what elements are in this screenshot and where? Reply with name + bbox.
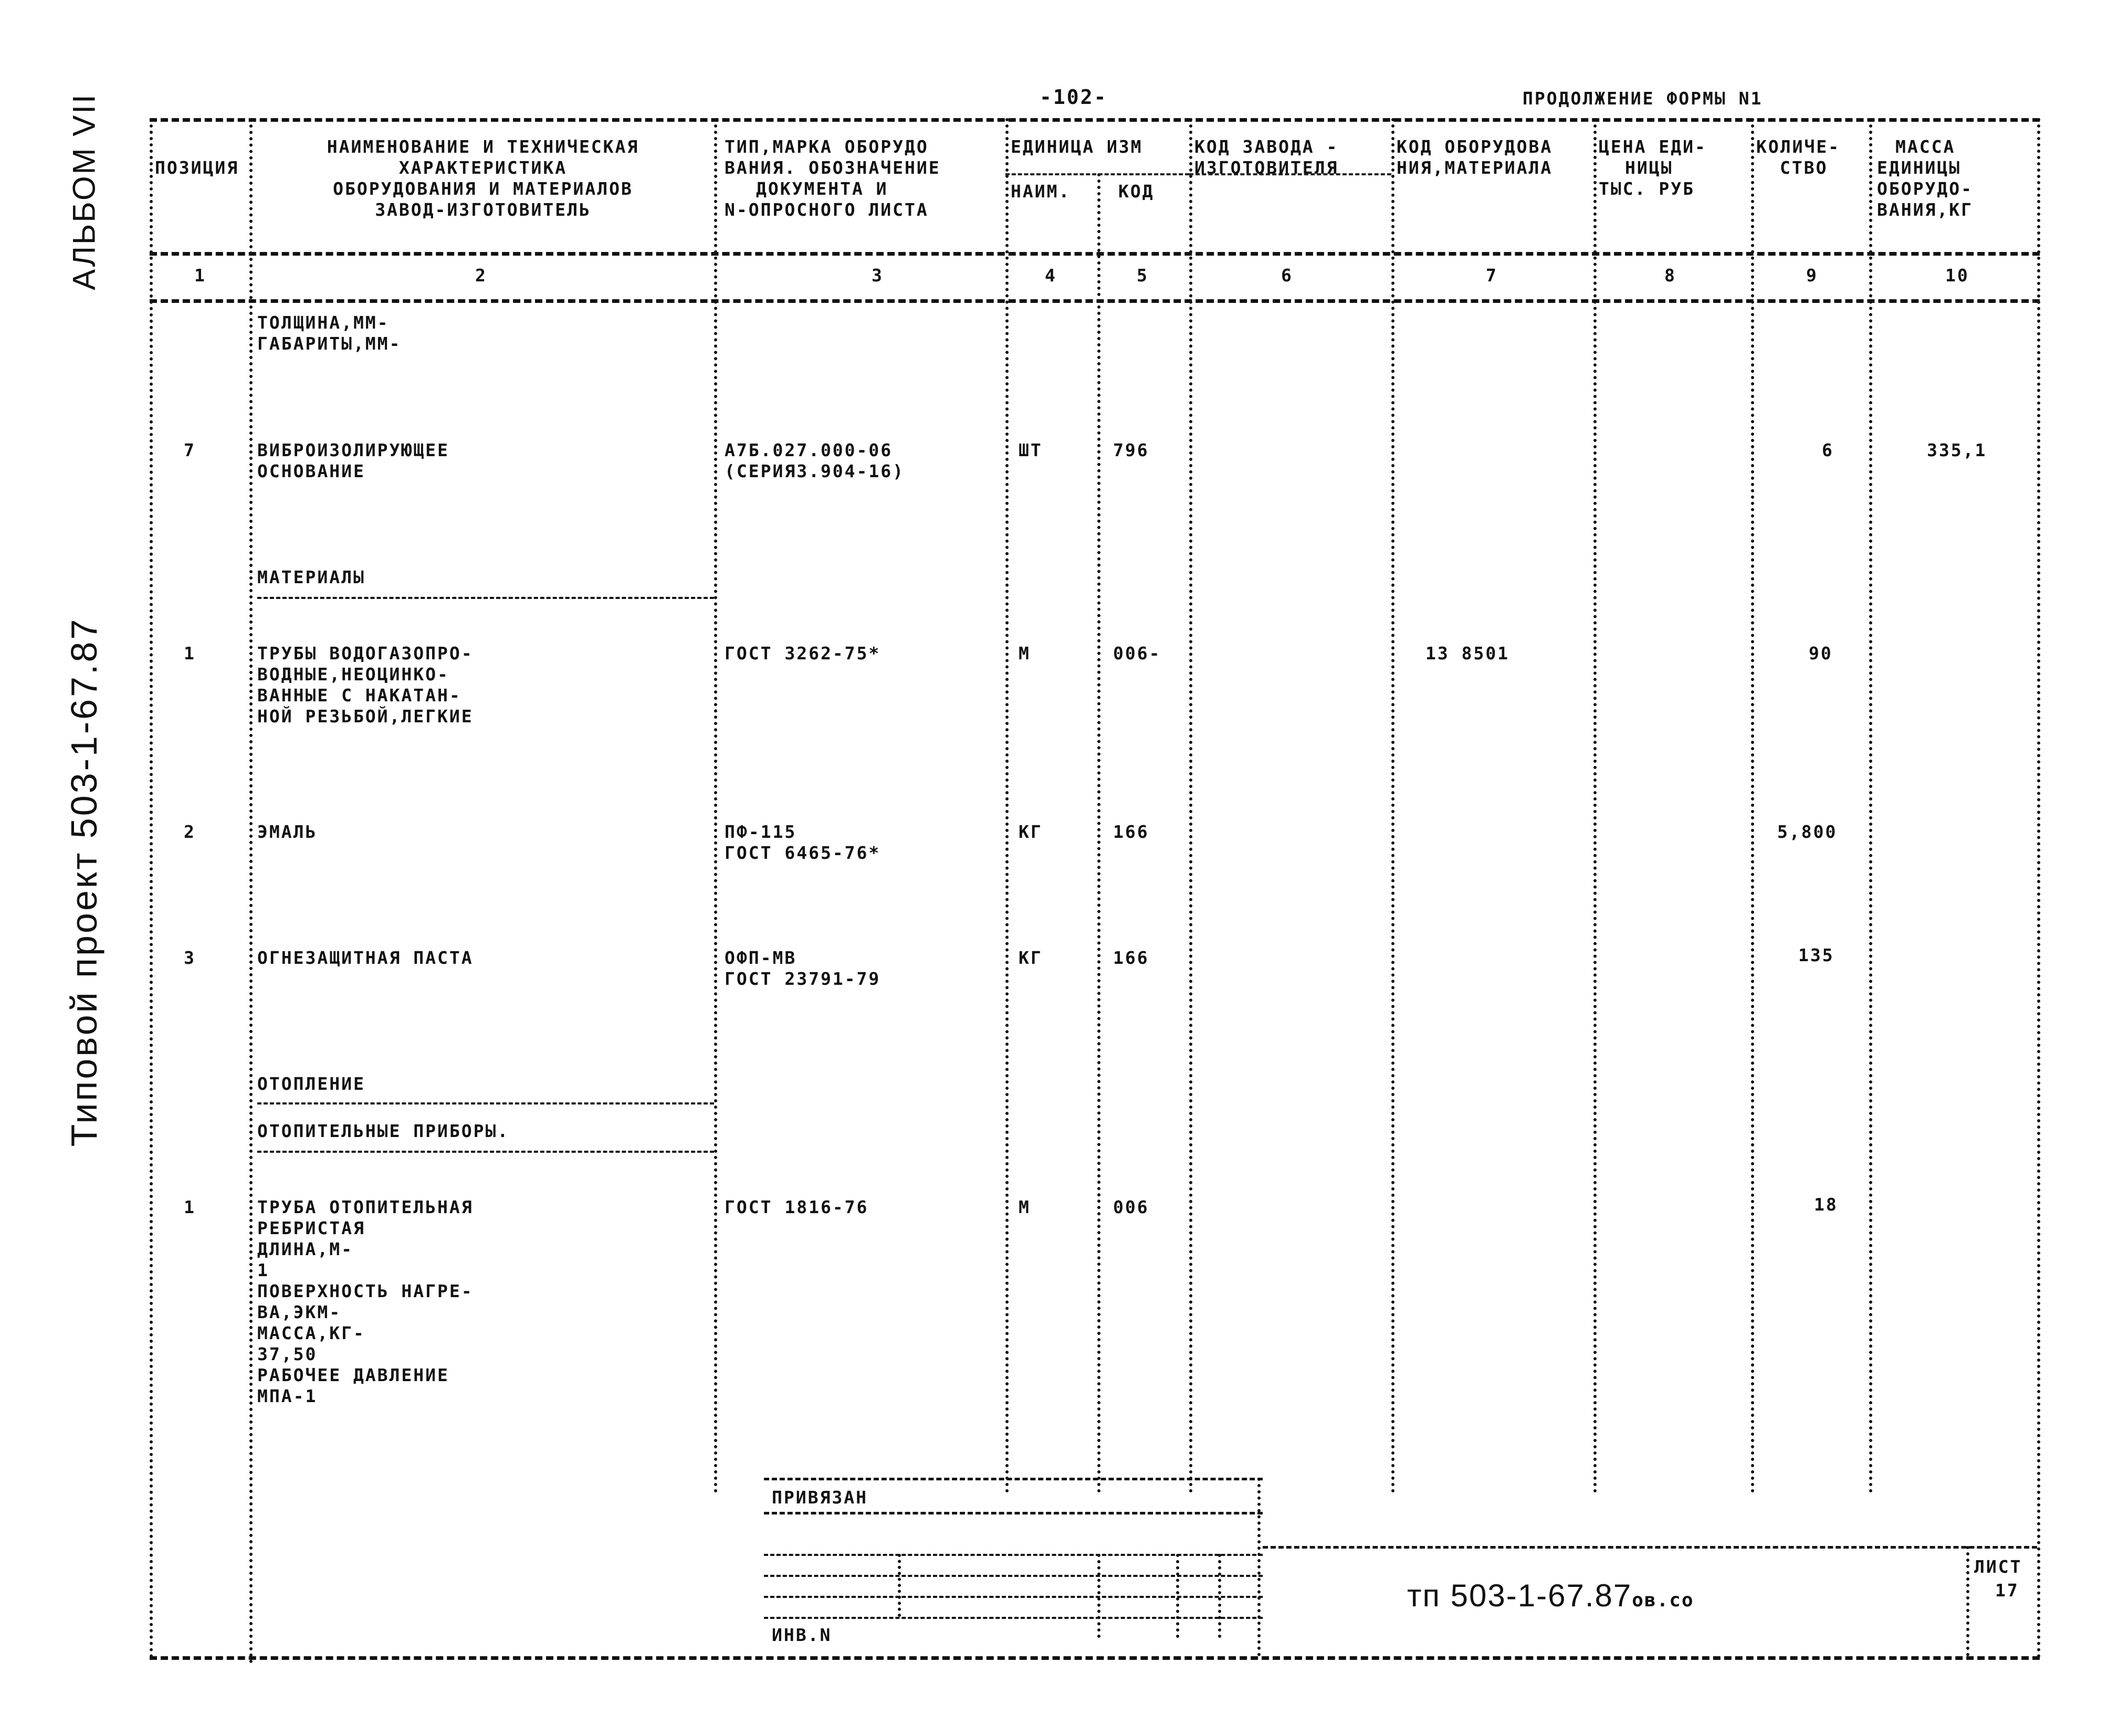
header-col3-line2: ВАНИЯ. ОБОЗНАЧЕНИЕ: [725, 157, 941, 178]
header-col2-line3: ОБОРУДОВАНИЯ И МАТЕРИАЛОВ: [333, 178, 633, 199]
header-col2-line2: ХАРАКТЕРИСТИКА: [398, 157, 568, 178]
item-name-line: ПОВЕРХНОСТЬ НАГРЕ-: [257, 1281, 474, 1301]
item-name-line: 37,50: [257, 1344, 318, 1364]
header-col1: ПОЗИЦИЯ: [155, 157, 239, 178]
header-col10-line3: ОБОРУДО-: [1877, 178, 1973, 199]
col-number: 5: [1137, 265, 1149, 286]
item-unit: ШТ: [1019, 440, 1043, 460]
item-unit: М: [1019, 643, 1031, 664]
document-number-suffix: ов.со: [1632, 1590, 1694, 1611]
item-name-line: МПА-1: [257, 1386, 318, 1406]
item-name-line: ВОДНЫЕ,НЕОЦИНКО-: [257, 664, 449, 685]
header-unit-code: КОД: [1118, 181, 1155, 202]
item-unit-code: 166: [1113, 822, 1149, 842]
item-type-line: ОФП-МВ: [725, 948, 797, 968]
item-unit-code: 166: [1113, 948, 1149, 968]
col-number: 1: [194, 265, 206, 286]
item-quantity: 5,800: [1777, 822, 1838, 842]
item-quantity: 135: [1798, 945, 1834, 965]
item-name-line: ЭМАЛЬ: [257, 822, 318, 842]
item-name-line: ТРУБЫ ВОДОГАЗОПРО-: [257, 643, 474, 664]
item-position: 7: [184, 440, 196, 460]
item-type-line: ПФ-115: [725, 822, 797, 842]
item-unit: КГ: [1019, 822, 1043, 842]
item-name-line: ГАБАРИТЫ,ММ-: [257, 333, 402, 354]
item-name-line: ТОЛЩИНА,ММ-: [257, 312, 390, 333]
col-number: 7: [1486, 265, 1498, 286]
col-number: 3: [872, 265, 884, 286]
item-position: 2: [184, 822, 196, 842]
item-name-line: ОГНЕЗАЩИТНАЯ ПАСТА: [257, 948, 474, 968]
album-label: АЛЬБОМ VII: [66, 93, 102, 290]
item-name-line: 1: [257, 1260, 269, 1280]
header-unit-top: ЕДИНИЦА ИЗМ: [1011, 136, 1143, 157]
header-col8-line3: ТЫС. РУБ: [1599, 178, 1695, 199]
header-col10-line4: ВАНИЯ,КГ: [1877, 199, 1973, 220]
item-name-line: ДЛИНА,М-: [257, 1239, 353, 1259]
col-number: 6: [1281, 265, 1293, 286]
col-number: 9: [1806, 265, 1818, 286]
item-type-line: (СЕРИЯ3.904-16): [725, 461, 905, 481]
item-material-code: 13 8501: [1425, 643, 1510, 664]
item-type-line: ГОСТ 6465-76*: [725, 843, 881, 863]
header-col3-line1: ТИП,МАРКА ОБОРУДО: [725, 136, 929, 157]
item-unit: КГ: [1019, 948, 1043, 968]
item-unit-code: 006-: [1113, 643, 1161, 664]
item-type-line: ГОСТ 23791-79: [725, 969, 881, 989]
col-number: 10: [1945, 265, 1969, 286]
section-title: ОТОПЛЕНИЕ: [257, 1074, 365, 1094]
privyazan-label: ПРИВЯЗАН: [772, 1487, 868, 1508]
document-number-main: тп 503-1-67.87: [1407, 1578, 1632, 1613]
col-number: 8: [1664, 265, 1676, 286]
item-name-line: ОСНОВАНИЕ: [257, 461, 365, 481]
header-col6-line1: КОД ЗАВОДА -: [1194, 136, 1339, 157]
item-type-line: ГОСТ 1816-76: [725, 1197, 869, 1217]
header-col8-line2: НИЦЫ: [1625, 157, 1673, 178]
header-col7-line1: КОД ОБОРУДОВА: [1397, 136, 1553, 157]
project-label: Типовой проект 503-1-67.87: [64, 617, 104, 1147]
header-col10-line1: МАССА: [1895, 136, 1956, 157]
header-col3-line3: ДОКУМЕНТА И: [756, 178, 888, 199]
header-col10-line2: ЕДИНИЦЫ: [1877, 157, 1962, 178]
item-name-line: ТРУБА ОТОПИТЕЛЬНАЯ: [257, 1197, 474, 1217]
header-col9-line1: КОЛИЧЕ-: [1756, 136, 1841, 157]
item-quantity: 18: [1814, 1194, 1838, 1215]
item-name-line: РЕБРИСТАЯ: [257, 1218, 365, 1238]
item-name-line: МАССА,КГ-: [257, 1323, 365, 1343]
sheet-label: ЛИСТ: [1974, 1556, 2022, 1577]
item-type-line: ГОСТ 3262-75*: [725, 643, 881, 664]
item-unit-code: 796: [1113, 440, 1149, 460]
header-col8-line1: ЦЕНА ЕДИ-: [1599, 136, 1707, 157]
item-position: 1: [184, 643, 196, 664]
item-name-line: ВАННЫЕ С НАКАТАН-: [257, 685, 462, 706]
header-col6-line2: ИЗГОТОВИТЕЛЯ: [1194, 157, 1339, 178]
col-number: 4: [1045, 265, 1057, 286]
item-quantity: 90: [1809, 643, 1833, 664]
sheet-number: 17: [1995, 1580, 2019, 1601]
header-col2-line1: НАИМЕНОВАНИЕ И ТЕХНИЧЕСКАЯ: [327, 136, 639, 157]
subsection-title: ОТОПИТЕЛЬНЫЕ ПРИБОРЫ.: [257, 1121, 510, 1141]
inventory-number-label: ИНВ.N: [772, 1625, 832, 1645]
continuation-label: ПРОДОЛЖЕНИЕ ФОРМЫ N1: [1523, 88, 1763, 109]
item-position: 3: [184, 948, 196, 968]
header-col2-line4: ЗАВОД-ИЗГОТОВИТЕЛЬ: [375, 199, 591, 220]
header-unit-name: НАИМ.: [1011, 181, 1071, 202]
header-col7-line2: НИЯ,МАТЕРИАЛА: [1397, 157, 1553, 178]
document-number: [1407, 1577, 1694, 1614]
page-number: -102-: [1040, 86, 1108, 109]
item-name-line: НОЙ РЕЗЬБОЙ,ЛЕГКИЕ: [257, 706, 474, 727]
item-unit: М: [1019, 1197, 1031, 1217]
col-number: 2: [475, 265, 487, 286]
header-col3-line4: N-ОПРОСНОГО ЛИСТА: [725, 199, 929, 220]
item-name-line: ВИБРОИЗОЛИРУЮЩЕЕ: [257, 440, 449, 460]
item-type-line: А7Б.027.000-06: [725, 440, 893, 460]
item-name-line: РАБОЧЕЕ ДАВЛЕНИЕ: [257, 1365, 449, 1385]
item-quantity: 6: [1822, 440, 1834, 460]
item-mass: 335,1: [1927, 440, 1987, 460]
section-title: МАТЕРИАЛЫ: [257, 567, 365, 587]
item-position: 1: [184, 1197, 196, 1217]
item-name-line: ВА,ЭКМ-: [257, 1302, 342, 1322]
header-col9-line2: СТВО: [1780, 157, 1828, 178]
item-unit-code: 006: [1113, 1197, 1149, 1217]
